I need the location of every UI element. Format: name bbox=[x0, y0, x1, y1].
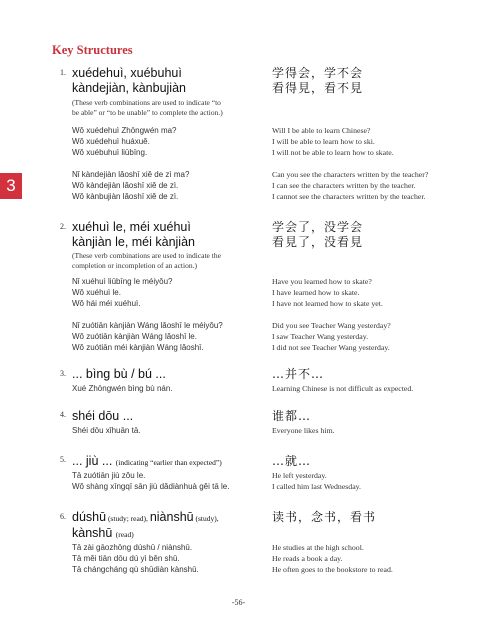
example-english-group bbox=[272, 543, 393, 575]
chinese-structure: 读书，念书，看书 bbox=[272, 510, 377, 524]
section-number: 3. bbox=[60, 369, 66, 378]
english-sentence: I did not see Teacher Wang yesterday. bbox=[272, 342, 390, 352]
english-sentence: I cannot see the characters written by the teacher. bbox=[272, 191, 426, 201]
example-pinyin-group bbox=[72, 126, 177, 158]
example-pinyin-group bbox=[72, 321, 223, 353]
pinyin-sentence: Wǒ zuótiān kànjiàn Wáng lǎoshī le. bbox=[72, 331, 197, 341]
example-english-group bbox=[272, 277, 383, 309]
heading-gloss: (study), bbox=[193, 514, 219, 523]
heading-gloss: (study; read), bbox=[106, 514, 150, 523]
example-pinyin-group bbox=[72, 170, 189, 202]
english-sentence: He reads a book a day. bbox=[272, 553, 343, 563]
english-sentence: I have learned how to skate. bbox=[272, 287, 360, 297]
english-sentence: He left yesterday. bbox=[272, 471, 327, 480]
structure-heading bbox=[72, 454, 222, 470]
heading-text: ... jiù ... bbox=[72, 454, 113, 468]
pinyin-sentence: Wǒ zuótiān méi kànjiàn Wáng lǎoshī. bbox=[72, 342, 204, 352]
english-sentence: Will I be able to learn Chinese? bbox=[272, 126, 371, 135]
chinese-structure: 谁都… bbox=[272, 409, 312, 423]
heading-line: xuéhuì le, méi xuéhuì bbox=[72, 220, 191, 234]
chinese-line: 看得見，看不見 bbox=[272, 81, 364, 95]
pinyin-sentence: Nǐ zuótiān kànjiàn Wáng lǎoshī le méiyǒu? bbox=[72, 321, 223, 330]
pinyin-sentence: Wǒ kànbujiàn lǎoshī xiě de zì. bbox=[72, 191, 179, 201]
chinese-line: 看見了，没看見 bbox=[272, 235, 364, 249]
english-sentence: Learning Chinese is not difficult as expected. bbox=[272, 384, 414, 393]
pinyin-sentence: Wǒ xuédehuì huáxuě. bbox=[72, 136, 150, 146]
pinyin-sentence: Nǐ kàndejiàn lǎoshī xiě de zì ma? bbox=[72, 170, 190, 179]
example-english-group bbox=[272, 126, 394, 158]
page-title: Key Structures bbox=[52, 43, 133, 57]
structure-heading bbox=[72, 220, 195, 250]
pinyin-sentence: Xué Zhōngwén bìng bù nán. bbox=[72, 384, 173, 393]
pinyin-sentence: Wǒ xuéhuì le. bbox=[72, 287, 121, 297]
heading-term: dúshū bbox=[72, 510, 107, 524]
heading-line: kànjiàn le, méi kànjiàn bbox=[72, 235, 195, 249]
note-line: (These verb combinations are used to indicate the bbox=[72, 251, 221, 260]
structure-heading: ... bìng bù / bú ... bbox=[72, 367, 166, 381]
english-sentence: He often goes to the bookstore to read. bbox=[272, 564, 393, 574]
pinyin-sentence: Shéi dōu xǐhuān tā. bbox=[72, 426, 141, 435]
chinese-structure: …并不… bbox=[272, 367, 325, 381]
heading-line: xuédehuì, xuébuhuì bbox=[72, 66, 182, 80]
section-number: 1. bbox=[60, 68, 66, 77]
pinyin-sentence: Nǐ xuéhuì liūbīng le méiyǒu? bbox=[72, 277, 173, 286]
pinyin-sentence: Tā zài gāozhōng dúshū / niànshū. bbox=[72, 543, 193, 552]
chinese-structure: …就… bbox=[272, 454, 312, 468]
note-line: (These verb combinations are used to indicate “to bbox=[72, 98, 221, 107]
english-sentence: I will not be able to learn how to skate. bbox=[272, 147, 394, 157]
section-number: 6. bbox=[60, 512, 66, 521]
note-line: be able” or “to be unable” to complete the action.) bbox=[72, 108, 223, 117]
pinyin-sentence: Wǒ xuébuhuì liūbīng. bbox=[72, 147, 148, 157]
structure-heading bbox=[72, 510, 219, 542]
section-number: 5. bbox=[60, 455, 66, 464]
section-number: 2. bbox=[60, 222, 66, 231]
pinyin-sentence: Tā zuótiān jiù zǒu le. bbox=[72, 471, 146, 480]
heading-line bbox=[72, 526, 219, 542]
pinyin-sentence: Tā chángcháng qù shūdiàn kànshū. bbox=[72, 564, 199, 574]
example-english-group bbox=[272, 321, 391, 353]
heading-term: kànshū bbox=[72, 526, 113, 540]
heading-gloss: (read) bbox=[115, 530, 134, 539]
structure-heading: shéi dōu ... bbox=[72, 409, 134, 423]
pinyin-sentence: Wǒ hái méi xuéhuì. bbox=[72, 298, 141, 308]
structure-heading bbox=[72, 66, 186, 96]
heading-line bbox=[72, 510, 219, 526]
chinese-line: 学得会，学不会 bbox=[272, 66, 364, 80]
note-line: completion or incompletion of an action.) bbox=[72, 261, 197, 270]
english-sentence: I saw Teacher Wang yesterday. bbox=[272, 331, 369, 341]
pinyin-sentence: Tā měi tiān dōu dú yì běn shū. bbox=[72, 553, 180, 563]
english-sentence: Have you learned how to skate? bbox=[272, 277, 372, 286]
example-pinyin-group bbox=[72, 543, 199, 575]
english-sentence: I have not learned how to skate yet. bbox=[272, 298, 383, 308]
chinese-structure bbox=[272, 66, 363, 96]
pinyin-sentence: Wǒ xuédehuì Zhōngwén ma? bbox=[72, 126, 177, 135]
heading-note: (indicating “earlier than expected”) bbox=[115, 458, 222, 467]
example-english-group bbox=[272, 471, 361, 493]
english-sentence: Can you see the characters written by the teacher? bbox=[272, 170, 429, 179]
heading-line: kàndejiàn, kànbujiàn bbox=[72, 81, 186, 95]
page-number: -56- bbox=[231, 598, 246, 607]
english-sentence: I will be able to learn how to ski. bbox=[272, 136, 375, 146]
english-sentence: He studies at the high school. bbox=[272, 543, 364, 552]
usage-note bbox=[72, 98, 223, 118]
heading-term: niànshū bbox=[149, 510, 194, 524]
section-number: 4. bbox=[60, 410, 66, 419]
english-sentence: I called him last Wednesday. bbox=[272, 481, 362, 491]
english-sentence: I can see the characters written by the teacher. bbox=[272, 180, 416, 190]
english-sentence: Everyone likes him. bbox=[272, 426, 335, 435]
usage-note bbox=[72, 251, 221, 271]
pinyin-sentence: Wǒ kàndejiàn lǎoshī xiě de zì. bbox=[72, 180, 179, 190]
example-pinyin-group bbox=[72, 277, 173, 309]
chapter-tab: 3 bbox=[0, 173, 22, 199]
english-sentence: Did you see Teacher Wang yesterday? bbox=[272, 321, 391, 330]
chinese-line: 学会了，没学会 bbox=[272, 220, 364, 234]
chinese-structure bbox=[272, 220, 363, 250]
example-pinyin-group bbox=[72, 471, 229, 493]
pinyin-sentence: Wǒ shàng xīngqī sān jiù dǎdiànhuà gěi tā le. bbox=[72, 481, 230, 491]
example-english-group bbox=[272, 170, 428, 202]
